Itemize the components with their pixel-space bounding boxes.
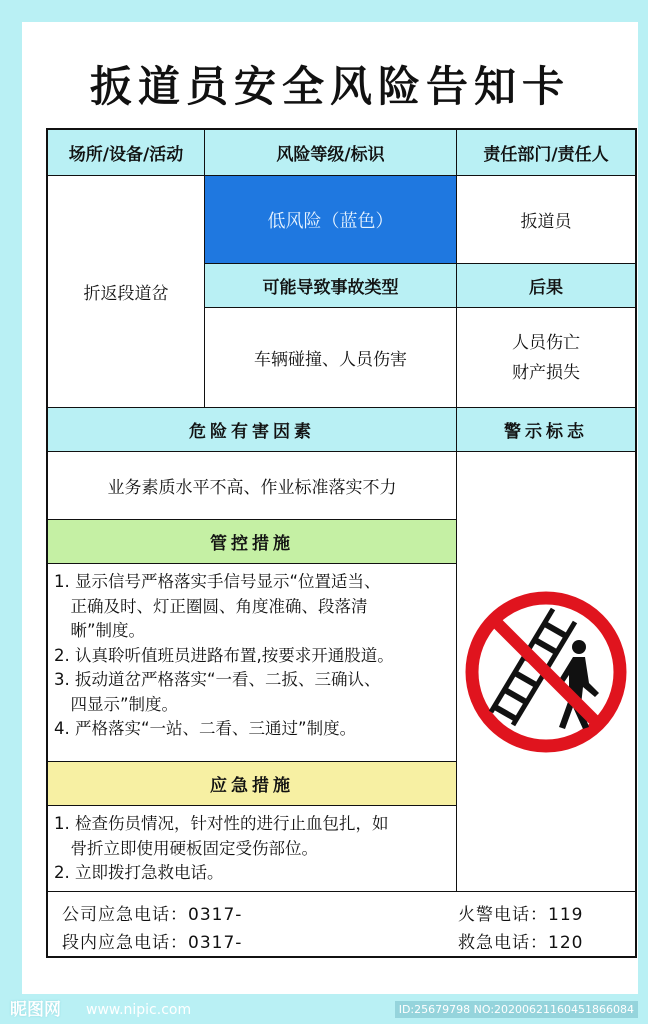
watermark-brand: 昵图网 <box>10 1000 61 1020</box>
emergency-line: 1. 检查伤员情况，针对性的进行止血包扎，如 <box>54 814 389 833</box>
header-location: 场所/设备/活动 <box>48 130 205 176</box>
emergency-measures-list <box>48 806 457 892</box>
risk-level-badge: 低风险（蓝色） <box>205 176 457 264</box>
header-responsible: 责任部门/责任人 <box>457 130 635 176</box>
control-line: 4. 严格落实“一站、二看、三通过”制度。 <box>54 719 357 738</box>
consequence-line-2: 财产损失 <box>512 362 580 383</box>
watermark-url: www.nipic.com <box>86 1002 192 1018</box>
header-accident-type: 可能导致事故类型 <box>205 264 457 308</box>
no-walking-on-tracks-icon <box>461 587 631 757</box>
ambulance-phone: 救急电话：120 <box>458 933 584 953</box>
control-line: 正确及时、灯正圈圆、角度准确、段落清 <box>54 596 368 616</box>
control-line: 3. 扳动道岔严格落实“一看、二扳、三确认、 <box>54 670 381 689</box>
emergency-line: 骨折立即使用硬板固定受伤部位。 <box>54 838 318 858</box>
watermark-id: ID:25679798 NO:20200621160451866084 <box>395 1001 638 1018</box>
page-title: 扳道员安全风险告知卡 <box>89 62 570 111</box>
frame-left <box>0 0 22 1024</box>
control-line: 2. 认真聆听值班员进路布置,按要求开通股道。 <box>54 645 394 665</box>
header-control-measures: 管控措施 <box>48 520 457 564</box>
emergency-line: 2. 立即拨打急救电话。 <box>54 863 224 882</box>
risk-card <box>46 128 637 958</box>
header-emergency-measures: 应急措施 <box>48 762 457 806</box>
warning-sign-cell <box>457 452 635 892</box>
location-value: 折返段道岔 <box>48 176 205 408</box>
company-emergency-phone: 公司应急电话：0317- <box>62 905 243 925</box>
control-line: 1. 显示信号严格落实手信号显示“位置适当、 <box>54 572 381 591</box>
frame-top <box>0 0 648 22</box>
header-risk-level: 风险等级/标识 <box>205 130 457 176</box>
fire-phone: 火警电话：119 <box>458 905 584 925</box>
header-warning-sign: 警示标志 <box>457 408 635 452</box>
control-line: 四显示”制度。 <box>54 694 179 714</box>
consequence-value <box>457 308 635 408</box>
header-consequence: 后果 <box>457 264 635 308</box>
frame-right <box>638 0 648 1024</box>
header-hazard-factors: 危险有害因素 <box>48 408 457 452</box>
control-line: 晰”制度。 <box>54 621 146 640</box>
consequence-line-1: 人员伤亡 <box>512 332 580 353</box>
control-measures-list <box>48 564 457 762</box>
section-emergency-phone: 段内应急电话：0317- <box>62 933 243 953</box>
accident-type-value: 车辆碰撞、人员伤害 <box>205 308 457 408</box>
hazard-factors-value: 业务素质水平不高、作业标准落实不力 <box>48 452 457 520</box>
responsible-value: 扳道员 <box>457 176 635 264</box>
